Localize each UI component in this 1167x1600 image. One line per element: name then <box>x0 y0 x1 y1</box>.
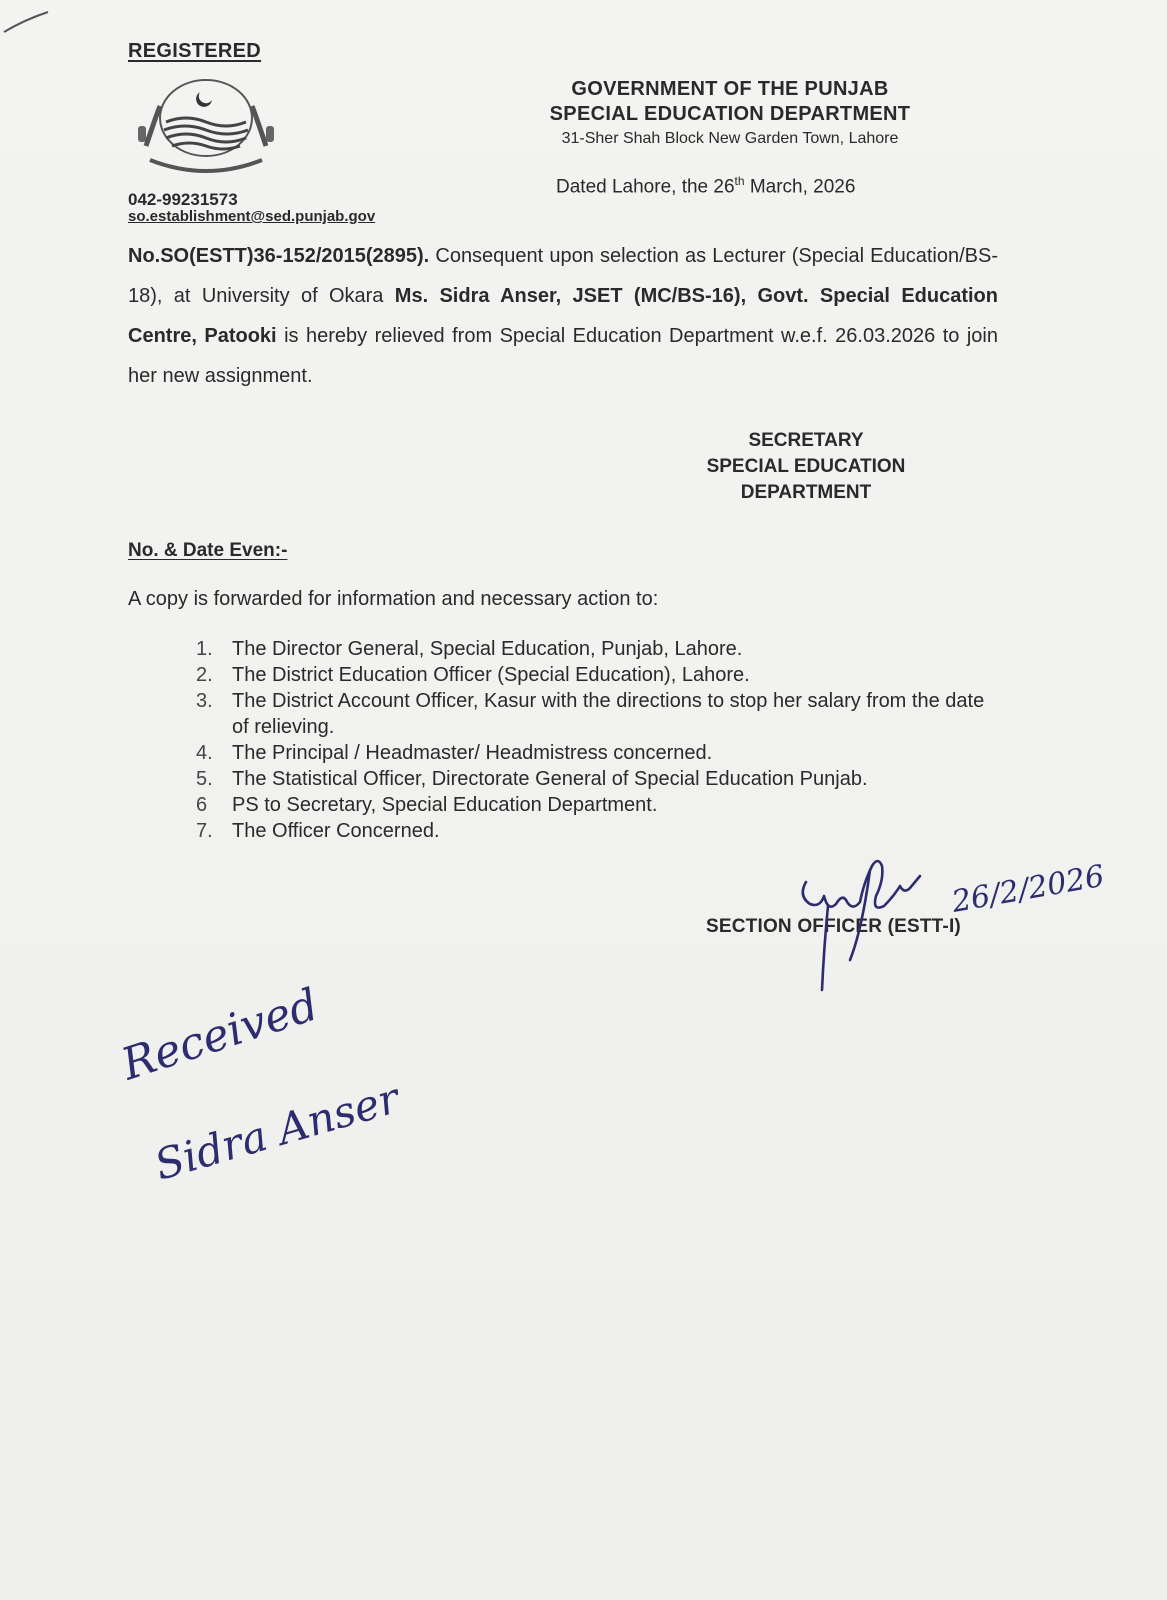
signature-date: 26/2/2026 <box>949 858 1107 920</box>
date-rest: March, 2026 <box>744 176 856 198</box>
punjab-government-emblem-icon <box>136 76 276 180</box>
reference-number: No.SO(ESTT)36-152/2015(2895). <box>128 245 430 267</box>
email-address: so.establishment@sed.punjab.gov <box>128 208 376 225</box>
department-address: 31-Sher Shah Block New Garden Town, Lahore <box>561 130 899 147</box>
section-officer-title: SECTION OFFICER (ESTT-I) <box>706 916 961 937</box>
secretary-line-2: SPECIAL EDUCATION <box>706 456 906 477</box>
copy-forwarded-line: A copy is forwarded for information and necessary action to: <box>128 588 659 610</box>
government-title: GOVERNMENT OF THE PUNJAB <box>571 78 889 100</box>
secretary-line-1: SECRETARY <box>748 430 864 451</box>
secretary-line-3: DEPARTMENT <box>740 482 872 503</box>
ink-stroke <box>4 12 48 32</box>
body-text-2: is hereby relieved from Special Education Department w.e.f. 26.03.2026 to join her new assignment. <box>128 325 998 387</box>
list-item: 3. The District Account Officer, Kasur with the directions to stop her salary from the date of relieving. <box>196 690 985 738</box>
received-signature: Sidra Anser <box>149 1073 405 1190</box>
registered-label: REGISTERED <box>128 40 262 62</box>
list-item: 6 PS to Secretary, Special Education Department. <box>196 794 658 816</box>
list-item: 2. The District Education Officer (Special Education), Lahore. <box>196 664 750 686</box>
body-text-1: Consequent upon selection as Lecturer (Special Education/BS-18), at University of Okara <box>128 245 998 307</box>
no-date-even: No. & Date Even:- <box>128 540 288 561</box>
date-ordinal: th <box>734 174 745 188</box>
list-item: 7. The Officer Concerned. <box>196 820 440 842</box>
list-item: 5. The Statistical Officer, Directorate General of Special Education Punjab. <box>196 768 868 790</box>
date-prefix: Dated Lahore, the 26 <box>556 176 735 198</box>
letterhead <box>520 78 940 148</box>
list-item: 4. The Principal / Headmaster/ Headmistress concerned. <box>196 742 713 764</box>
relieved-person: Ms. Sidra Anser, JSET (MC/BS-16), Govt. Special Education Centre, Patooki <box>128 285 998 347</box>
letter-body <box>128 236 998 396</box>
distribution-list <box>196 636 996 844</box>
received-note: Received <box>115 979 325 1091</box>
letter-date <box>556 174 855 198</box>
phone-number: 042-99231573 <box>128 190 238 209</box>
list-item: 1. The Director General, Special Education, Punjab, Lahore. <box>196 638 743 660</box>
secretary-block <box>676 428 936 506</box>
department-title: SPECIAL EDUCATION DEPARTMENT <box>549 103 911 125</box>
